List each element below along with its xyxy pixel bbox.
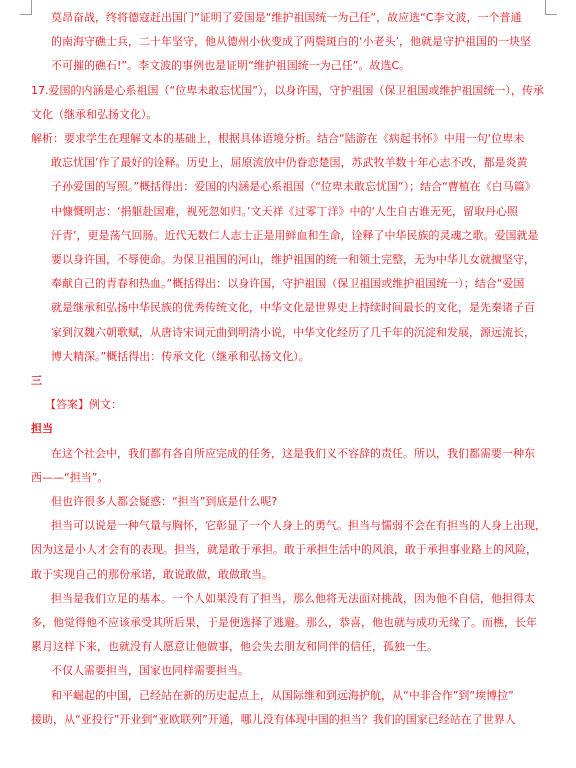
- answer-label: 【答案】例文：: [45, 398, 122, 412]
- text-line: 敢忘忧国’作了最好的诠释。历史上，屈原流放中仍眷恋楚国，苏武牧羊数十年心志不改，都是炎黄: [51, 156, 528, 170]
- text-line: 就是继承和弘扬中华民族的优秀传统文化，中华文化是世界史上持续时间最长的文化，是先秦诸子百: [51, 301, 535, 315]
- section-heading: 三: [31, 374, 42, 388]
- text-line: 奉献自己的青春和热血。”概括得出：以身许国，守护祖国（保卫祖国或维护祖国统一）；结合“爱国: [51, 277, 525, 291]
- analysis-label: 解析：要求学生在理解文本的基础上，根据具体语境分析。结合“陆游在《病起书怀》中用一句‘位卑未: [31, 132, 525, 146]
- text-line: 的南海守礁士兵，二十年坚守，他从德州小伙变成了两鬓斑白的‘小老头’，他就是守护祖国的一块坚: [51, 35, 531, 49]
- text-line: 敢于实现自己的那份承诺，敢说敢做，敢做敢当。: [31, 567, 273, 581]
- essay-paragraph: 担当是我们立足的基本。一个人如果没有了担当，那么他将无法面对挑战，因为他不自信，他担得太: [51, 591, 535, 605]
- answer-17: 17.爱国的内涵是心系祖国（“位卑未敢忘忧国”），以身许国，守护祖国（保卫祖国或维护祖国统一），传承: [31, 83, 544, 97]
- text-line: 西——“担当”。: [31, 470, 109, 484]
- essay-paragraph: 在这个社会中，我们都有各自所应完成的任务，这是我们义不容辞的责任。所以，我们都需要一种东: [51, 446, 535, 460]
- essay-title: 担当: [31, 422, 53, 436]
- text-line: 子孙爱国的写照。”概括得出：爱国的内涵是心系祖国（“位卑未敢忘忧国”）；结合“曹植在《白马篇》: [51, 180, 536, 194]
- text-line: 家到汉魏六朝歌赋，从唐诗宋词元曲到明清小说，中华文化经历了几千年的沉淀和发展，源远流长，: [51, 325, 535, 339]
- text-line: 文化（继承和弘扬文化）。: [31, 107, 158, 121]
- text-line: 援助，从“亚投行”开业到“亚欧联列”开通，哪儿没有体现中国的担当？我们的国家已经站在了世界人: [31, 712, 516, 726]
- text-line: 中慷慨明志：‘捐躯赴国难，视死忽如归。’文天祥《过零丁洋》中的‘人生自古谁无死，留取丹心照: [51, 204, 518, 218]
- text-line: 多，他觉得他不应该承受其所后果，于是便选择了逃避。那么，恭喜，他也就与成功无缘了。而樵，长年: [31, 616, 537, 630]
- text-line: 累月这样下来，也就没有人愿意让他做事，他会失去朋友和同伴的信任，孤独一生。: [31, 640, 438, 654]
- text-line: 莫昂奋战，终将德寇赶出国门”证明了爱国是“维护祖国统一为己任”，故应选“C李文波，一个普通: [51, 11, 522, 24]
- essay-paragraph: 不仅人需要担当，国家也同样需要担当。: [51, 664, 249, 678]
- essay-paragraph: 和平崛起的中国，已经站在新的历史起点上，从国际维和到远海护航，从“中非合作”到“埃博拉”: [51, 688, 514, 702]
- essay-paragraph: 担当可以说是一种气量与胸怀，它彰显了一个人身上的勇气。担当与懦弱不会在有担当的人身上出现，: [51, 519, 546, 533]
- essay-paragraph: 但也许很多人都会疑惑：“担当”到底是什么呢?: [51, 495, 278, 509]
- text-line: 因为这是小人才会有的表现。担当，就是敢于承担。敢于承担生活中的风浪，敢于承担事业路上的风险，: [31, 543, 537, 557]
- text-line: 博大精深。”概括得出：传承文化（继承和弘扬文化）。: [51, 349, 310, 363]
- text-line: 汗青’，更是荡气回肠。近代无数仁人志士正是用鲜血和生命，诠释了中华民族的灵魂之歌。爱国就是: [51, 228, 539, 242]
- document-body: [31, 6, 551, 732]
- text-line: 不可摧的礁石!”。李文波的事例也是证明“维护祖国统一为己任”。故选C。: [51, 59, 411, 73]
- text-line: 要以身许国，不辱使命。为保卫祖国的河山，维护祖国的统一和领土完整，无为中华儿女就擅坚守，: [51, 253, 535, 267]
